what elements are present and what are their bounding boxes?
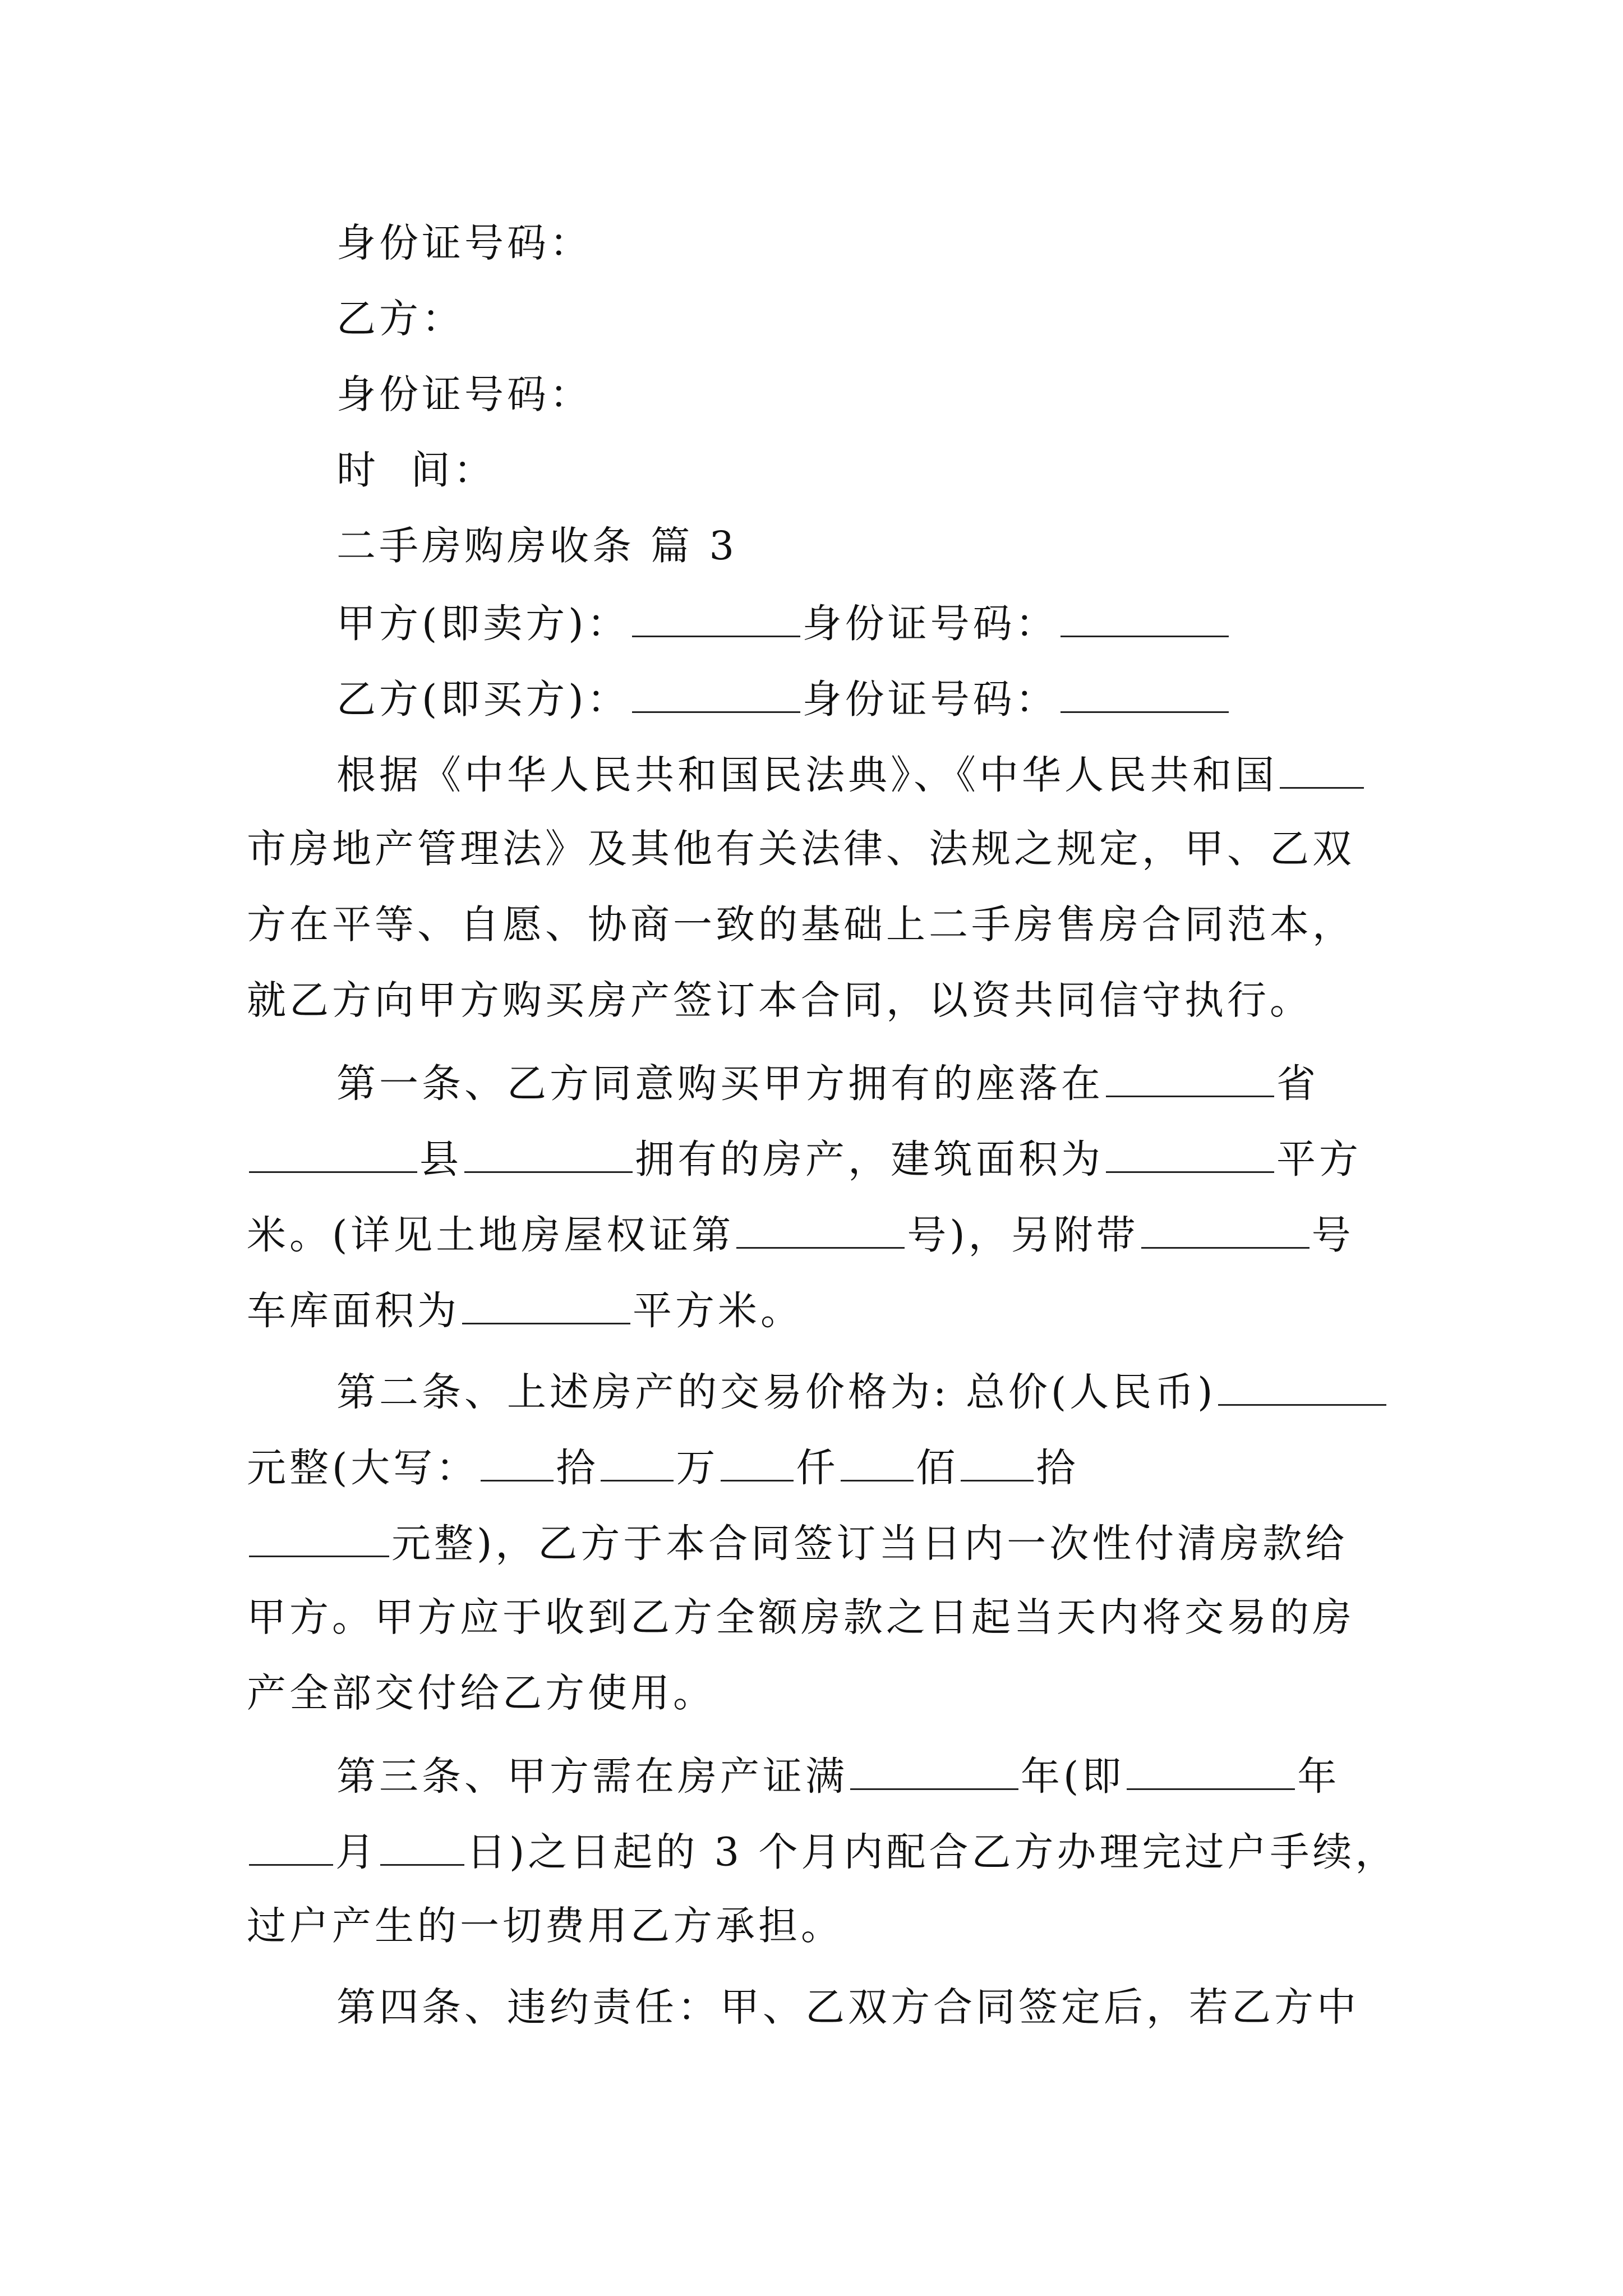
article-1-line: 车库面积为 平方米。 <box>247 1287 803 1334</box>
party-b-line: 乙方(即买方)： 身份证号码： <box>336 678 1231 719</box>
blank-field <box>841 1446 914 1481</box>
paragraph-line: 市房地产管理法》及其他有关法律、法规之规定，甲、乙双 <box>247 826 1355 872</box>
blank-field <box>736 1213 905 1249</box>
blank-field <box>1280 753 1364 789</box>
blank-field <box>249 1830 333 1866</box>
article-1-line: 第一条、乙方同意购买甲方拥有的座落在 省 <box>336 1060 1319 1107</box>
blank-field <box>1061 602 1229 637</box>
id-number-label: 身份证号码： <box>336 371 592 417</box>
article-2-line: 产全部交付给乙方使用。 <box>247 1670 716 1716</box>
blank-field <box>462 1289 630 1324</box>
article-2-line: 甲方。甲方应于收到乙方全额房款之日起当天内将交易的房 <box>247 1594 1355 1640</box>
blank-field <box>1106 1062 1274 1097</box>
blank-field <box>721 1446 794 1481</box>
article-2-line: 第二条、上述房产的交易价格为: 总价(人民币) <box>336 1370 1389 1412</box>
blank-field <box>464 1138 633 1173</box>
blank-field <box>380 1830 464 1866</box>
blank-field <box>1061 678 1229 713</box>
article-2-line: 元整)，乙方于本合同签订当日内一次性付清房款给 <box>247 1522 1348 1563</box>
party-a-line: 甲方(即卖方)： 身份证号码： <box>336 602 1231 643</box>
blank-field <box>1141 1213 1310 1249</box>
article-1-line: 米。(详见土地房屋权证第 号)，另附带 号 <box>247 1212 1354 1258</box>
blank-field <box>632 678 800 713</box>
blank-field <box>1127 1755 1295 1790</box>
blank-field <box>601 1446 674 1481</box>
paragraph-line: 就乙方向甲方购买房产签订本合同，以资共同信守执行。 <box>247 977 1312 1023</box>
paragraph-line: 根据《中华人民共和国民法典》、《中华人民共和国 <box>336 753 1366 795</box>
section-title: 二手房购房收条 篇 3 <box>336 523 738 569</box>
time-label: 时 间： <box>336 447 496 493</box>
article-3-line: 第三条、甲方需在房产证满 年(即 年 <box>336 1753 1340 1800</box>
blank-field <box>481 1446 554 1481</box>
blank-field <box>1106 1138 1274 1173</box>
blank-field <box>850 1755 1018 1790</box>
blank-field <box>249 1522 389 1557</box>
article-4-line: 第四条、违约责任：甲、乙双方合同签定后，若乙方中 <box>336 1984 1359 2030</box>
article-3-line: 月 日)之日起的 3 个月内配合乙方办理完过户手续， <box>247 1830 1398 1872</box>
party-b-label: 乙方： <box>336 296 464 342</box>
article-2-line: 元整(大写： 拾 万 仟 佰 拾 <box>247 1444 1079 1491</box>
paragraph-line: 方在平等、自愿、协商一致的基础上二手房售房合同范本， <box>247 901 1355 947</box>
article-3-line: 过户产生的一切费用乙方承担。 <box>247 1903 843 1949</box>
blank-field <box>961 1446 1034 1481</box>
article-1-line: 县 拥有的房产，建筑面积为 平方 <box>247 1138 1362 1179</box>
blank-field <box>632 602 800 637</box>
blank-field <box>1218 1370 1386 1406</box>
blank-field <box>249 1138 417 1173</box>
id-number-label: 身份证号码： <box>336 220 592 266</box>
